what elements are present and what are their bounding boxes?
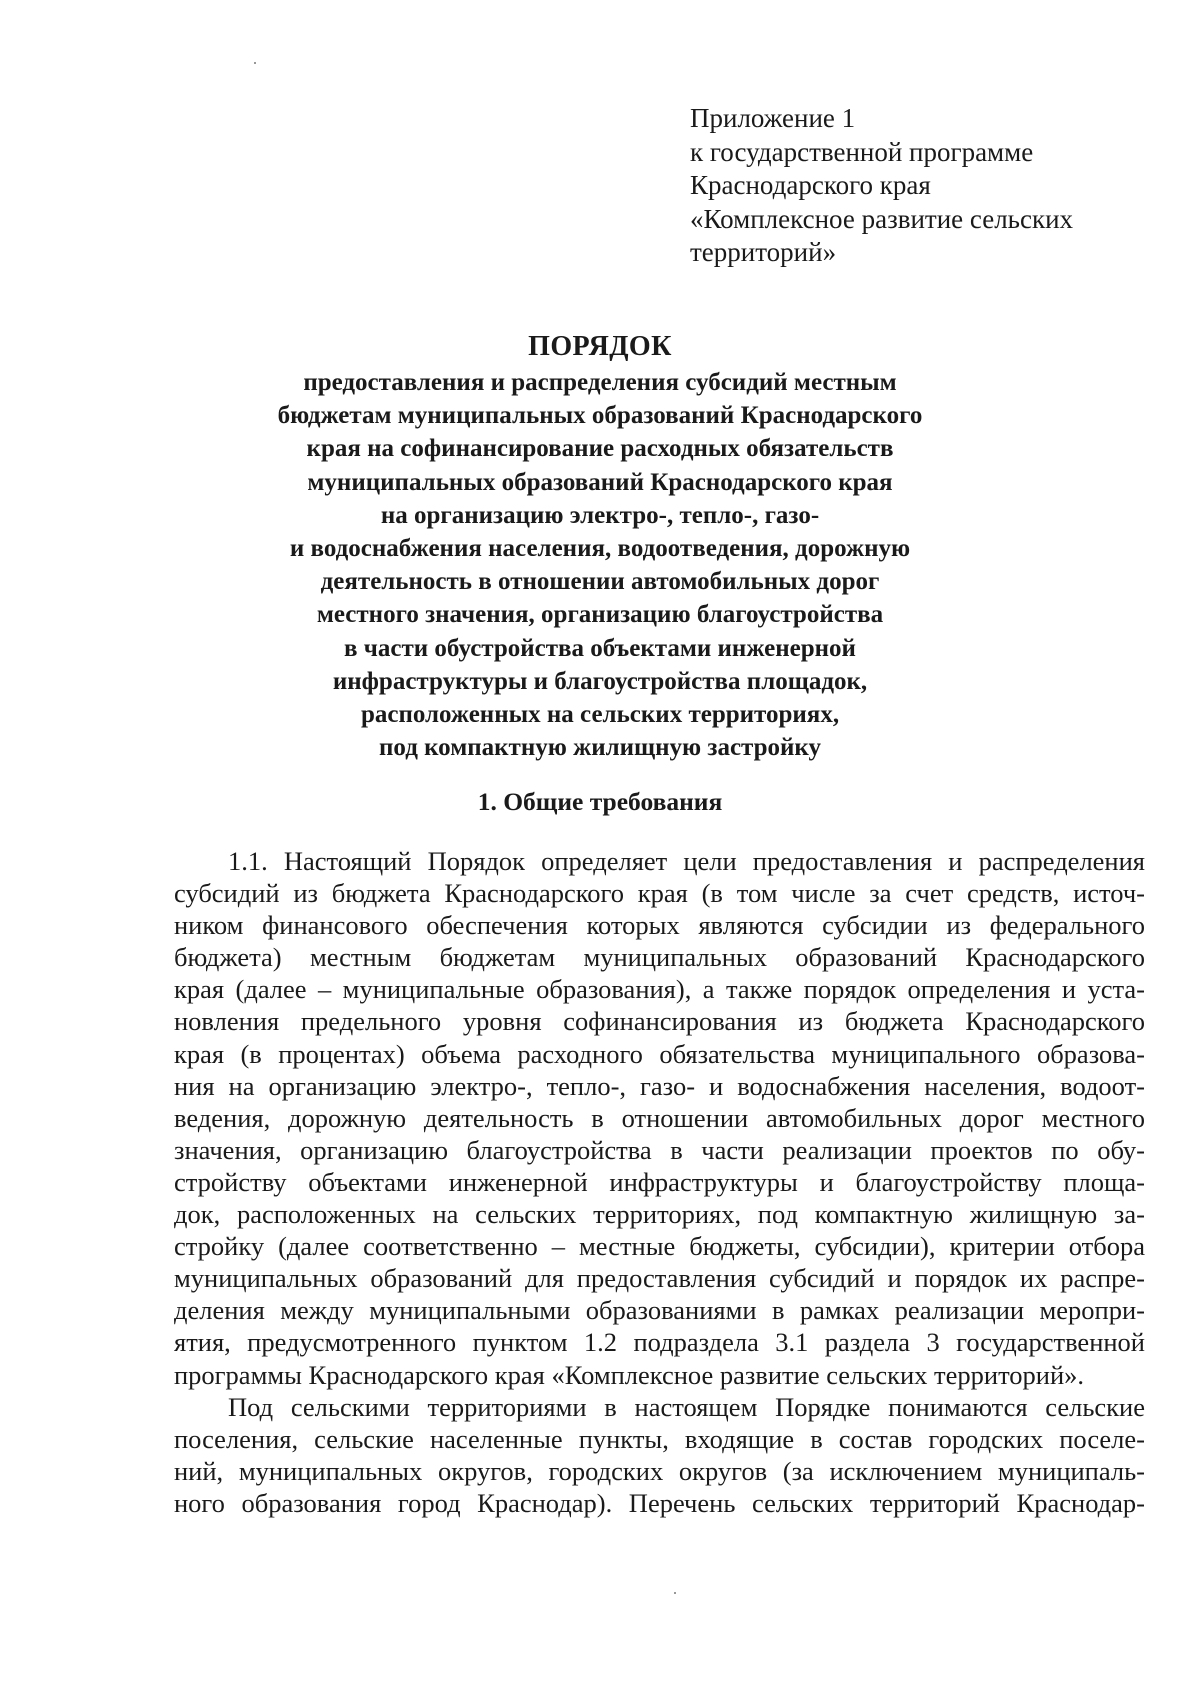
paragraph-line: ния на организацию электро-, тепло-, газо- и водоснабжения населения, водоот- — [174, 1070, 1145, 1101]
paragraph-line: ний, муниципальных округов, городских округов (за исключением муниципаль- — [174, 1455, 1145, 1486]
appendix-line: «Комплексное развитие сельских — [690, 203, 1074, 234]
subtitle-line: в части обустройства объектами инженерной — [344, 634, 856, 662]
subtitle-line: под компактную жилищную застройку — [379, 734, 821, 762]
paragraph-rural-territories — [174, 1391, 1145, 1519]
paragraph-line: ного образования город Краснодар). Перечень сельских территорий Краснодар- — [174, 1487, 1145, 1518]
paragraph-line: деления между муниципальными образованиями в рамках реализации меропри- — [174, 1295, 1145, 1326]
paragraph-1-1 — [174, 845, 1145, 1391]
paragraph-line: новления предельного уровня софинансирования из бюджета Краснодарского — [174, 1006, 1145, 1037]
paragraph-line: 1.1. Настоящий Порядок определяет цели предоставления и распределения — [228, 846, 1145, 876]
scan-speck — [254, 62, 256, 64]
subtitle-line: инфраструктуры и благоустройства площадок, — [332, 667, 868, 695]
subtitle-line: расположенных на сельских территориях, — [360, 701, 840, 729]
paragraph-line: края (в процентах) объема расходного обязательства муниципального образова- — [174, 1038, 1145, 1069]
subtitle-line: местного значения, организацию благоустройства — [316, 601, 884, 629]
subtitle-line: муниципальных образований Краснодарского края — [307, 468, 893, 496]
scan-speck — [674, 1592, 676, 1594]
paragraph-line: стройку (далее соответственно – местные бюджеты, субсидии), критерии отбора — [174, 1231, 1145, 1262]
document-subtitle — [200, 366, 1000, 764]
paragraph-line: края (далее – муниципальные образования), а также порядок определения и уста- — [174, 974, 1145, 1005]
paragraph-line: программы Краснодарского края «Комплексное развитие сельских территорий». — [174, 1359, 1085, 1390]
appendix-line: Краснодарского края — [690, 170, 931, 200]
appendix-line: к государственной программе — [690, 136, 1034, 167]
paragraph-line: Под сельскими территориями в настоящем Порядке понимаются сельские — [228, 1391, 1145, 1422]
paragraph-line: ником финансового обеспечения которых являются субсидии из федерального — [174, 910, 1145, 941]
appendix-line: Приложение 1 — [690, 103, 856, 133]
paragraph-line: док, расположенных на сельских территориях, под компактную жилищную за- — [174, 1199, 1145, 1230]
paragraph-line: бюджета) местным бюджетам муниципальных образований Краснодарского — [174, 942, 1145, 973]
paragraph-line: поселения, сельские населенные пункты, входящие в состав городских поселе- — [174, 1423, 1145, 1454]
subtitle-line: бюджетам муниципальных образований Краснодарского — [277, 402, 923, 430]
paragraph-line: ведения, дорожную деятельность в отношении автомобильных дорог местного — [174, 1102, 1145, 1133]
paragraph-line: ятия, предусмотренного пунктом 1.2 подраздела 3.1 раздела 3 государственной — [174, 1327, 1145, 1358]
subtitle-line: на организацию электро-, тепло-, газо- — [380, 501, 820, 529]
paragraph-line: субсидий из бюджета Краснодарского края (в том числе за счет средств, источ- — [174, 878, 1145, 909]
appendix-line: территорий» — [690, 237, 837, 267]
paragraph-line: стройству объектами инженерной инфраструктуры и благоустройству площа- — [174, 1166, 1145, 1197]
paragraph-line: муниципальных образований для предоставления субсидий и порядок их распре- — [174, 1263, 1145, 1294]
subtitle-line: и водоснабжения населения, водоотведения, дорожную — [289, 535, 911, 563]
paragraph-line: значения, организацию благоустройства в части реализации проектов по обу- — [174, 1134, 1145, 1165]
body-text — [174, 845, 1145, 1519]
document-title: ПОРЯДОК — [528, 331, 672, 362]
section-heading: 1. Общие требования — [477, 787, 723, 816]
appendix-header — [690, 102, 1170, 270]
subtitle-line: предоставления и распределения субсидий местным — [303, 369, 897, 396]
subtitle-line: края на софинансирование расходных обязательств — [306, 435, 894, 463]
subtitle-line: деятельность в отношении автомобильных дорог — [320, 568, 880, 596]
